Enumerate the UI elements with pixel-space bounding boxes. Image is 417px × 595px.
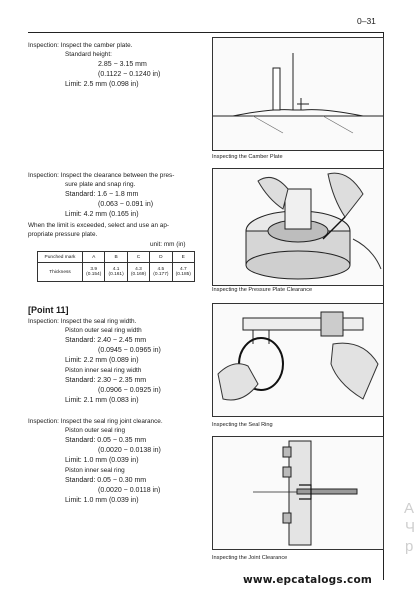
camber-caption: Inspecting the Camber Plate xyxy=(212,154,283,160)
watermark-char-3: р xyxy=(405,538,414,555)
outer-ring-standard-inch: (0.0945 − 0.0965 in) xyxy=(98,347,161,354)
inner-ring-standard-inch: (0.0906 − 0.0925 in) xyxy=(98,387,161,394)
pressure-note-1: When the limit is exceeded, select and use an ap- xyxy=(28,222,170,229)
pressure-limit: Limit: 4.2 mm (0.165 in) xyxy=(65,211,139,218)
table-header-cell: E xyxy=(172,252,194,263)
joint-outer-standard-inch: (0.0020 − 0.0138 in) xyxy=(98,447,161,454)
seal-ring-figure xyxy=(212,303,384,417)
joint-caption: Inspecting the Joint Clearance xyxy=(212,555,288,561)
joint-clearance-figure xyxy=(212,436,384,550)
table-header-cell: C xyxy=(127,252,149,263)
table-header-cell: A xyxy=(83,252,105,263)
table-cell xyxy=(105,263,127,282)
thickness-in: (0.169) xyxy=(130,272,147,277)
thickness-in: (0.154) xyxy=(86,272,102,277)
inner-ring-label: Piston inner seal ring width xyxy=(65,367,142,374)
table-header-cell: D xyxy=(150,252,172,263)
thickness-mm: 3.9 xyxy=(90,267,98,272)
table-cell xyxy=(83,263,105,282)
thickness-mm: 4.5 xyxy=(157,267,165,272)
inner-ring-limit: Limit: 2.1 mm (0.083 in) xyxy=(65,397,139,404)
camber-standard-label: Standard height: xyxy=(65,51,112,58)
thickness-mm: 4.1 xyxy=(112,267,120,272)
joint-outer-label: Piston outer seal ring xyxy=(65,427,126,434)
joint-inner-standard: Standard: 0.05 − 0.30 mm xyxy=(65,477,147,484)
thickness-in: (0.161) xyxy=(108,272,124,277)
thickness-in: (0.185) xyxy=(175,272,191,277)
table-cell xyxy=(150,263,172,282)
thickness-mm: 4.3 xyxy=(135,267,142,272)
table-row-label: Thickness xyxy=(38,263,83,282)
table-header-row xyxy=(38,252,195,263)
thickness-mm: 4.7 xyxy=(179,267,187,272)
joint-inspection: Inspection: Inspect the seal ring joint clearance. xyxy=(28,418,163,425)
camber-limit: Limit: 2.5 mm (0.098 in) xyxy=(65,81,139,88)
joint-outer-limit: Limit: 1.0 mm (0.039 in) xyxy=(65,457,139,464)
outer-ring-limit: Limit: 2.2 mm (0.089 in) xyxy=(65,357,139,364)
pressure-plate-figure xyxy=(212,168,384,286)
pressure-inspection-line: Inspection: Inspect the clearance between the pres- xyxy=(28,172,175,179)
camber-plate-figure xyxy=(212,37,384,151)
thickness-in: (0.177) xyxy=(153,272,169,277)
joint-inner-label: Piston inner seal ring xyxy=(65,467,125,474)
outer-ring-label: Piston outer seal ring width xyxy=(65,327,142,334)
pressure-note-2: propriate pressure plate. xyxy=(28,231,98,238)
table-header-cell: Punched mark xyxy=(38,252,83,263)
seal-width-inspection: Inspection: Inspect the seal ring width. xyxy=(28,318,137,325)
table-cell xyxy=(127,263,149,282)
footer-url[interactable]: www.epcatalogs.com xyxy=(243,574,373,586)
pressure-standard-inch: (0.063 − 0.091 in) xyxy=(98,201,154,208)
pressure-standard: Standard: 1.6 − 1.8 mm xyxy=(65,191,139,198)
camber-standard-inch: (0.1122 − 0.1240 in) xyxy=(98,71,161,78)
joint-outer-standard: Standard: 0.05 − 0.35 mm xyxy=(65,437,147,444)
seal-ring-caption: Inspecting the Seal Ring xyxy=(212,422,273,428)
pressure-caption: Inspecting the Pressure Plate Clearance xyxy=(212,287,313,293)
outer-ring-standard: Standard: 2.40 − 2.45 mm xyxy=(65,337,147,344)
pressure-unit: unit: mm (in) xyxy=(150,241,186,248)
page-number: 0–31 xyxy=(357,16,376,26)
inner-ring-standard: Standard: 2.30 − 2.35 mm xyxy=(65,377,147,384)
table-header-cell: B xyxy=(105,252,127,263)
table-row xyxy=(38,263,195,282)
camber-standard-value: 2.85 − 3.15 mm xyxy=(98,61,147,68)
watermark-char-2: Ч xyxy=(405,519,415,536)
pressure-inspection-cont: sure plate and snap ring. xyxy=(65,181,136,188)
point11-title: [Point 11] xyxy=(28,305,69,315)
table-cell xyxy=(172,263,194,282)
pressure-plate-table xyxy=(37,251,195,282)
watermark-char-1: A xyxy=(404,500,415,517)
joint-inner-limit: Limit: 1.0 mm (0.039 in) xyxy=(65,497,139,504)
joint-inner-standard-inch: (0.0020 − 0.0118 in) xyxy=(98,487,161,494)
header-rule xyxy=(28,32,384,33)
camber-inspection-line: Inspection: Inspect the camber plate. xyxy=(28,42,133,49)
